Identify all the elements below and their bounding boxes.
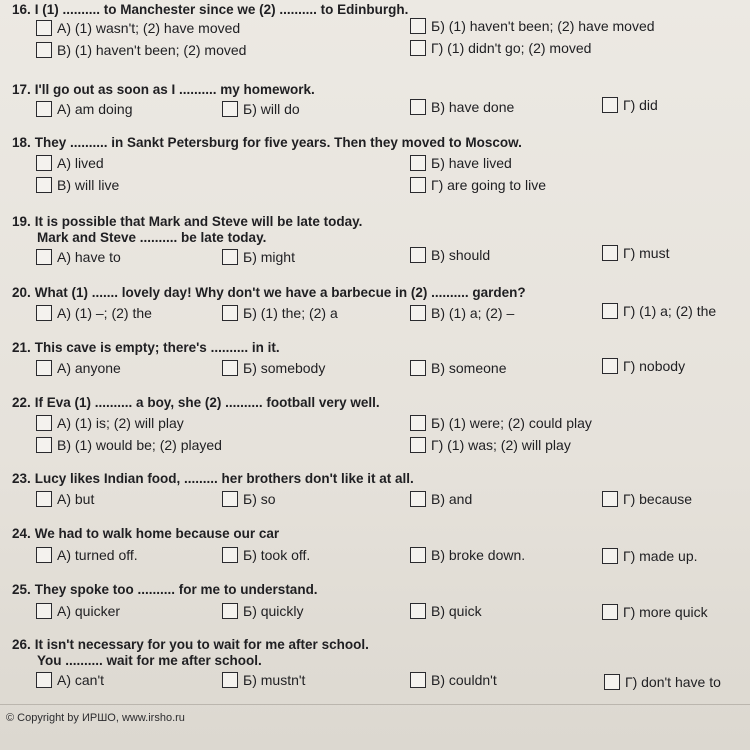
- question-text: They .......... in Sankt Petersburg for five years. Then they moved to Moscow.: [34, 135, 522, 150]
- option-g[interactable]: Г) are going to live: [410, 177, 546, 193]
- option-b[interactable]: Б) so: [222, 491, 276, 507]
- option-b[interactable]: Б) quickly: [222, 603, 304, 619]
- question-number: 24.: [12, 526, 31, 541]
- question-text: We had to walk home because our car: [34, 526, 280, 541]
- checkbox[interactable]: [36, 249, 52, 265]
- question-number: 23.: [12, 471, 31, 486]
- option-a[interactable]: А) (1) is; (2) will play: [36, 415, 184, 431]
- option-a[interactable]: А) (1) wasn't; (2) have moved: [36, 20, 240, 36]
- option-a[interactable]: А) turned off.: [36, 547, 138, 563]
- question-number: 21.: [12, 340, 31, 355]
- options: [12, 669, 742, 691]
- checkbox[interactable]: [36, 360, 52, 376]
- checkbox[interactable]: [36, 155, 52, 171]
- checkbox[interactable]: [222, 101, 238, 117]
- question-number: 16.: [12, 2, 31, 17]
- question-text: I (1) .......... to Manchester since we (2) .......... to Edinburgh.: [34, 2, 409, 17]
- option-g[interactable]: Г) (1) a; (2) the: [602, 303, 716, 319]
- question-text: This cave is empty; there's .......... in it.: [34, 340, 280, 355]
- checkbox[interactable]: [410, 247, 426, 263]
- question-23: [12, 471, 742, 509]
- options: [12, 246, 742, 268]
- option-v[interactable]: В) will live: [36, 177, 119, 193]
- checkbox[interactable]: [36, 547, 52, 563]
- option-b[interactable]: Б) mustn't: [222, 672, 305, 688]
- question-number: 26.: [12, 637, 31, 652]
- option-v[interactable]: В) couldn't: [410, 672, 497, 688]
- checkbox[interactable]: [602, 491, 618, 507]
- checkbox[interactable]: [410, 603, 426, 619]
- question-text: It isn't necessary for you to wait for me after school.: [34, 637, 369, 652]
- checkbox[interactable]: [36, 415, 52, 431]
- option-v[interactable]: В) (1) a; (2) –: [410, 305, 514, 321]
- checkbox[interactable]: [410, 40, 426, 56]
- question-text: I'll go out as soon as I .......... my homework.: [34, 82, 315, 97]
- checkbox[interactable]: [36, 42, 52, 58]
- option-g[interactable]: Г) made up.: [602, 548, 698, 564]
- checkbox[interactable]: [222, 603, 238, 619]
- option-v[interactable]: В) (1) haven't been; (2) moved: [36, 42, 246, 58]
- checkbox[interactable]: [36, 672, 52, 688]
- options: [12, 487, 742, 509]
- checkbox[interactable]: [602, 303, 618, 319]
- question-18: [12, 135, 742, 195]
- option-a[interactable]: А) am doing: [36, 101, 132, 117]
- option-b[interactable]: Б) might: [222, 249, 295, 265]
- checkbox[interactable]: [410, 672, 426, 688]
- option-a[interactable]: А) anyone: [36, 360, 121, 376]
- copyright-notice: © Copyright by ИРШО, www.irsho.ru: [6, 712, 185, 724]
- question-26: [12, 637, 742, 691]
- question-21: [12, 340, 742, 378]
- option-b[interactable]: Б) (1) were; (2) could play: [410, 415, 592, 431]
- checkbox[interactable]: [602, 358, 618, 374]
- options: [12, 301, 742, 323]
- option-a[interactable]: А) (1) –; (2) the: [36, 305, 152, 321]
- options: [12, 356, 742, 378]
- checkbox[interactable]: [410, 437, 426, 453]
- option-b[interactable]: Б) (1) the; (2) a: [222, 305, 338, 321]
- checkbox[interactable]: [36, 491, 52, 507]
- option-b[interactable]: Б) will do: [222, 101, 300, 117]
- question-text: If Eva (1) .......... a boy, she (2) .......... football very well.: [34, 395, 380, 410]
- option-g[interactable]: Г) nobody: [602, 358, 685, 374]
- option-b[interactable]: Б) somebody: [222, 360, 325, 376]
- checkbox[interactable]: [222, 547, 238, 563]
- checkbox[interactable]: [36, 101, 52, 117]
- option-g[interactable]: Г) don't have to: [604, 674, 721, 690]
- question-number: 19.: [12, 214, 31, 229]
- option-g[interactable]: Г) must: [602, 245, 669, 261]
- checkbox[interactable]: [602, 245, 618, 261]
- options: [12, 151, 742, 195]
- question-19: [12, 214, 742, 268]
- option-v[interactable]: В) quick: [410, 603, 482, 619]
- options: [12, 18, 742, 62]
- checkbox[interactable]: [410, 18, 426, 34]
- checkbox[interactable]: [602, 548, 618, 564]
- option-b[interactable]: Б) (1) haven't been; (2) have moved: [410, 18, 655, 34]
- footer-divider: [0, 704, 750, 705]
- checkbox[interactable]: [222, 672, 238, 688]
- option-g[interactable]: Г) (1) didn't go; (2) moved: [410, 40, 591, 56]
- option-v[interactable]: В) should: [410, 247, 490, 263]
- question-number: 25.: [12, 582, 31, 597]
- option-a[interactable]: А) but: [36, 491, 94, 507]
- option-g[interactable]: Г) (1) was; (2) will play: [410, 437, 571, 453]
- option-v[interactable]: В) broke down.: [410, 547, 525, 563]
- option-v[interactable]: В) (1) would be; (2) played: [36, 437, 222, 453]
- checkbox[interactable]: [602, 604, 618, 620]
- checkbox[interactable]: [410, 155, 426, 171]
- question-number: 22.: [12, 395, 31, 410]
- checkbox[interactable]: [36, 437, 52, 453]
- checkbox[interactable]: [410, 360, 426, 376]
- question-16: [12, 2, 742, 62]
- question-text: They spoke too .......... for me to understand.: [34, 582, 318, 597]
- question-text-2: You .......... wait for me after school.: [37, 653, 262, 668]
- option-b[interactable]: Б) have lived: [410, 155, 512, 171]
- question-text: Lucy likes Indian food, ......... her brothers don't like it at all.: [34, 471, 414, 486]
- checkbox[interactable]: [410, 491, 426, 507]
- checkbox[interactable]: [410, 547, 426, 563]
- option-g[interactable]: Г) because: [602, 491, 692, 507]
- checkbox[interactable]: [410, 305, 426, 321]
- checkbox[interactable]: [222, 360, 238, 376]
- option-v[interactable]: В) and: [410, 491, 472, 507]
- option-b[interactable]: Б) took off.: [222, 547, 310, 563]
- option-g[interactable]: Г) more quick: [602, 604, 708, 620]
- question-25: [12, 582, 742, 620]
- checkbox[interactable]: [604, 674, 620, 690]
- checkbox[interactable]: [410, 415, 426, 431]
- checkbox[interactable]: [36, 603, 52, 619]
- option-a[interactable]: А) quicker: [36, 603, 120, 619]
- checkbox[interactable]: [36, 20, 52, 36]
- question-text: It is possible that Mark and Steve will be late today.: [34, 214, 363, 229]
- question-number: 20.: [12, 285, 31, 300]
- checkbox[interactable]: [222, 249, 238, 265]
- checkbox[interactable]: [410, 177, 426, 193]
- question-text-2: Mark and Steve .......... be late today.: [37, 230, 267, 245]
- question-text: What (1) ....... lovely day! Why don't we have a barbecue in (2) .......... garden?: [34, 285, 526, 300]
- checkbox[interactable]: [602, 97, 618, 113]
- options: [12, 598, 742, 620]
- option-a[interactable]: А) can't: [36, 672, 104, 688]
- options: [12, 411, 742, 455]
- question-17: [12, 82, 742, 120]
- checkbox[interactable]: [222, 491, 238, 507]
- option-a[interactable]: А) have to: [36, 249, 121, 265]
- checkbox[interactable]: [410, 99, 426, 115]
- checkbox[interactable]: [222, 305, 238, 321]
- checkbox[interactable]: [36, 177, 52, 193]
- option-v[interactable]: В) have done: [410, 99, 514, 115]
- question-20: [12, 285, 742, 323]
- options: [12, 98, 742, 120]
- option-a[interactable]: А) lived: [36, 155, 104, 171]
- question-number: 17.: [12, 82, 31, 97]
- question-24: [12, 526, 742, 564]
- option-g[interactable]: Г) did: [602, 97, 658, 113]
- option-v[interactable]: В) someone: [410, 360, 506, 376]
- options: [12, 542, 742, 564]
- checkbox[interactable]: [36, 305, 52, 321]
- question-number: 18.: [12, 135, 31, 150]
- question-22: [12, 395, 742, 455]
